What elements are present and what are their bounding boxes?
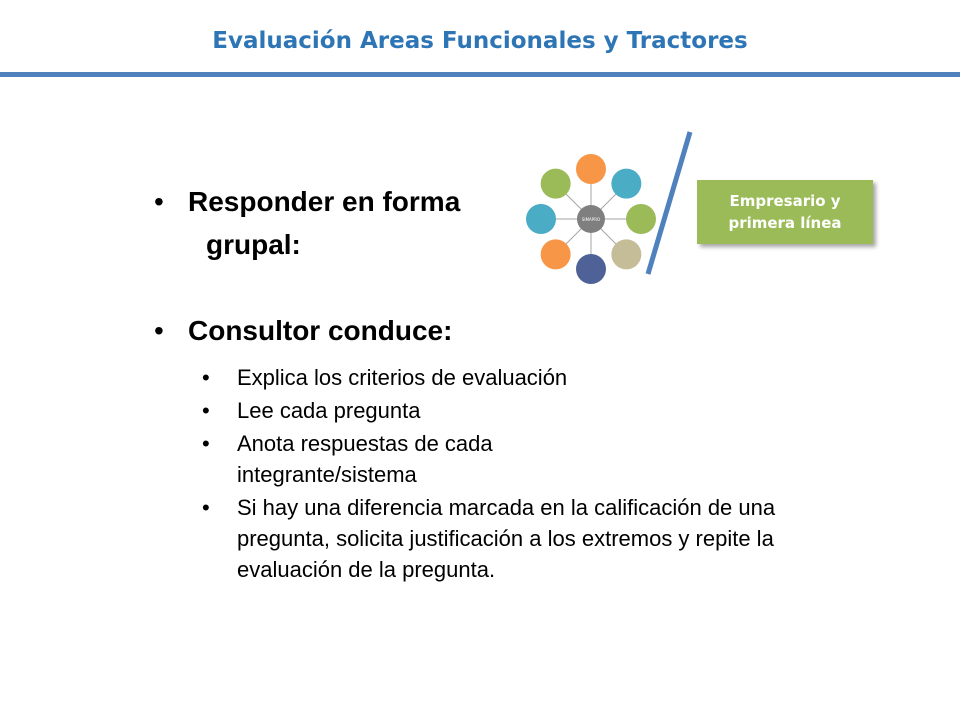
bullet-consultor <box>188 314 452 348</box>
sub-bullet-item: • Anota respuestas de cada integrante/sistema <box>237 428 637 490</box>
sub-bullet-item: • Lee cada pregunta <box>237 395 797 426</box>
diagram-center-label: SIMAPRO <box>581 217 601 222</box>
sub-bullet-item: • Si hay una diferencia marcada en la calificación de una pregunta, solicita justificación a los extremos y repite la evaluación de la pregunta. <box>237 492 777 585</box>
diagram-node <box>541 169 571 199</box>
slash-divider <box>640 128 700 278</box>
bullet-consultor-label: Consultor conduce: <box>188 315 453 346</box>
diagram-node <box>611 169 641 199</box>
diagram-node <box>576 254 606 284</box>
diagram-node <box>526 204 556 234</box>
empresario-callout-label: Empresario y primera línea <box>728 192 842 232</box>
diagram-node <box>576 154 606 184</box>
bullet-responder-continuation <box>206 228 301 262</box>
bullet-responder-line2: grupal: <box>206 229 301 260</box>
diagram-node <box>541 239 571 269</box>
diagram-node <box>611 239 641 269</box>
sub-bullet-list <box>237 362 797 587</box>
bullet-responder <box>188 185 460 219</box>
slide-title: Evaluación Areas Funcionales y Tractores <box>212 28 748 54</box>
title-rule <box>0 72 960 77</box>
bullet-responder-line1: Responder en forma <box>188 186 461 217</box>
empresario-callout-box <box>697 180 873 244</box>
sub-bullet-item: • Explica los criterios de evaluación <box>237 362 797 393</box>
